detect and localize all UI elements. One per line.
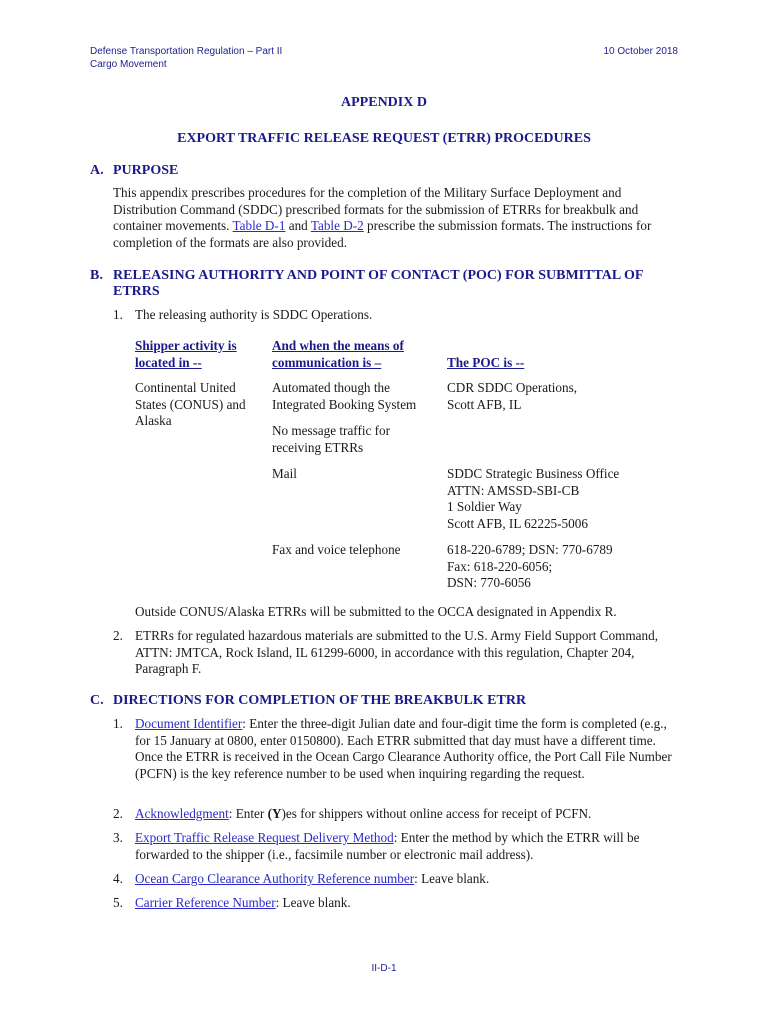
cell-line: CDR SDDC Operations, [447,380,578,395]
delivery-method-link[interactable]: Export Traffic Release Request Delivery Method [135,830,394,845]
item-description: : Enter the three-digit Julian date and four-digit time the form is completed (e.g., for 15 January at 0800, enter 0150800). Each ETRR submitted that day must have a different time. Once the ETRR is received in the Ocean Cargo Clearance Authority office, the Port Call File Number (PCFN) is the key reference number to be used when inquiring regarding the request. [135,716,672,781]
cell-line: No message traffic for [272,423,391,438]
cell-line: States (CONUS) and [135,396,246,412]
item-number: 4. [113,871,123,886]
poc-cell [447,466,619,532]
paragraph-text: prescribe the submission formats. The instructions for completion of the formats are also provided. [113,218,652,250]
header-line: communication is – [272,354,382,370]
item-description: )es for shippers without online access for receipt of PCFN. [281,806,592,821]
list-item [113,628,678,678]
header-date: 10 October 2018 [603,46,678,57]
cell-line: receiving ETRRs [272,439,364,455]
item-number: 2. [113,806,123,821]
poc-cell [447,380,577,413]
paragraph-text: and [288,218,308,234]
regulation-title: Defense Transportation Regulation – Part II [90,46,283,57]
acknowledgment-link[interactable]: Acknowledgment [135,806,229,821]
item-text [135,895,678,912]
occa-reference-link[interactable]: Ocean Cargo Clearance Authority Reference number [135,871,415,886]
table-d1-link[interactable]: Table D-1 [232,218,286,234]
header-line: And when the means of [272,338,404,353]
location-cell [135,380,246,430]
cell-line: Scott AFB, IL 62225-5006 [447,515,588,531]
section-title: PURPOSE [113,163,179,178]
document-title: EXPORT TRAFFIC RELEASE REQUEST (ETRR) PROCEDURES [177,131,591,146]
item-text: The releasing authority is SDDC Operations. [135,307,373,322]
item-text [135,830,678,863]
section-title: DIRECTIONS FOR COMPLETION OF THE BREAKBULK ETRR [113,693,527,708]
means-cell: Fax and voice telephone [272,542,401,557]
section-letter: A. [90,163,104,178]
purpose-paragraph [113,185,673,251]
document-identifier-link[interactable]: Document Identifier [135,716,243,731]
cell-line: Automated though the [272,380,390,395]
section-letter: B. [90,268,103,283]
list-item [113,830,678,863]
section-b-heading [90,268,653,300]
cell-line: 1 Soldier Way [447,499,522,515]
list-item [113,716,678,782]
part-title: Cargo Movement [90,59,167,70]
cell-line: 618-220-6789; DSN: 770-6789 [447,542,613,557]
carrier-reference-link[interactable]: Carrier Reference Number [135,895,276,910]
item-description: : Enter [228,806,268,821]
item-text: ETRRs for regulated hazardous materials are submitted to the U.S. Army Field Support Command, ATTN: JMTCA, Rock Island, IL 61299-6000, in accordance with this regulation, Chapter 204, Paragraph F. [135,628,659,677]
means-cell [272,423,390,456]
column-header-poc: The POC is -- [447,355,525,370]
list-item [113,895,678,912]
header-line: Shipper activity is [135,338,237,353]
page-number: II-D-1 [371,963,397,974]
item-number: 2. [113,628,123,643]
cell-line: SDDC Strategic Business Office [447,466,620,481]
cell-line: Continental United [135,380,236,395]
poc-cell [447,542,613,592]
item-description: : Leave blank. [414,871,490,886]
paragraph-text: This appendix prescribes procedures for the completion of the Military Surface Deployment and Distribution Command (SDDC) prescribed formats for the submission of ETRRs for breakbulk and container movements. [113,185,639,234]
header-line: located in -- [135,354,202,370]
item-description: : Leave blank. [275,895,351,910]
item-text [135,806,678,823]
cell-line: Fax: 618-220-6056; [447,558,553,574]
cell-line: Scott AFB, IL [447,396,522,412]
cell-line: ATTN: AMSSD-SBI-CB [447,482,580,498]
outside-conus-note: Outside CONUS/Alaska ETRRs will be submitted to the OCCA designated in Appendix R. [135,604,617,619]
section-title: RELEASING AUTHORITY AND POINT OF CONTACT (POC) FOR SUBMITTAL OF ETRRS [113,268,643,299]
means-cell: Mail [272,466,297,481]
item-number: 5. [113,895,123,910]
table-d2-link[interactable]: Table D-2 [310,218,364,234]
cell-line: Alaska [135,413,172,429]
item-text [135,871,678,888]
section-a-heading [90,163,653,179]
item-description: : Enter the method by which the ETRR will be forwarded to the shipper (i.e., facsimile number or electronic mail address). [135,830,640,862]
section-c-heading [90,693,653,709]
item-number: 3. [113,830,123,845]
list-item [113,871,678,888]
cell-line: Integrated Booking System [272,396,417,412]
column-header-shipper [135,338,237,371]
section-letter: C. [90,693,104,708]
appendix-title: APPENDIX D [341,95,427,110]
column-header-means [272,338,404,371]
bold-code: (Y [267,806,282,821]
item-text [135,716,678,782]
item-number: 1. [113,716,123,731]
running-header [90,45,282,71]
means-cell [272,380,416,413]
list-item [113,806,678,823]
item-number: 1. [113,307,123,322]
list-item [113,307,678,324]
cell-line: DSN: 770-6056 [447,575,531,591]
